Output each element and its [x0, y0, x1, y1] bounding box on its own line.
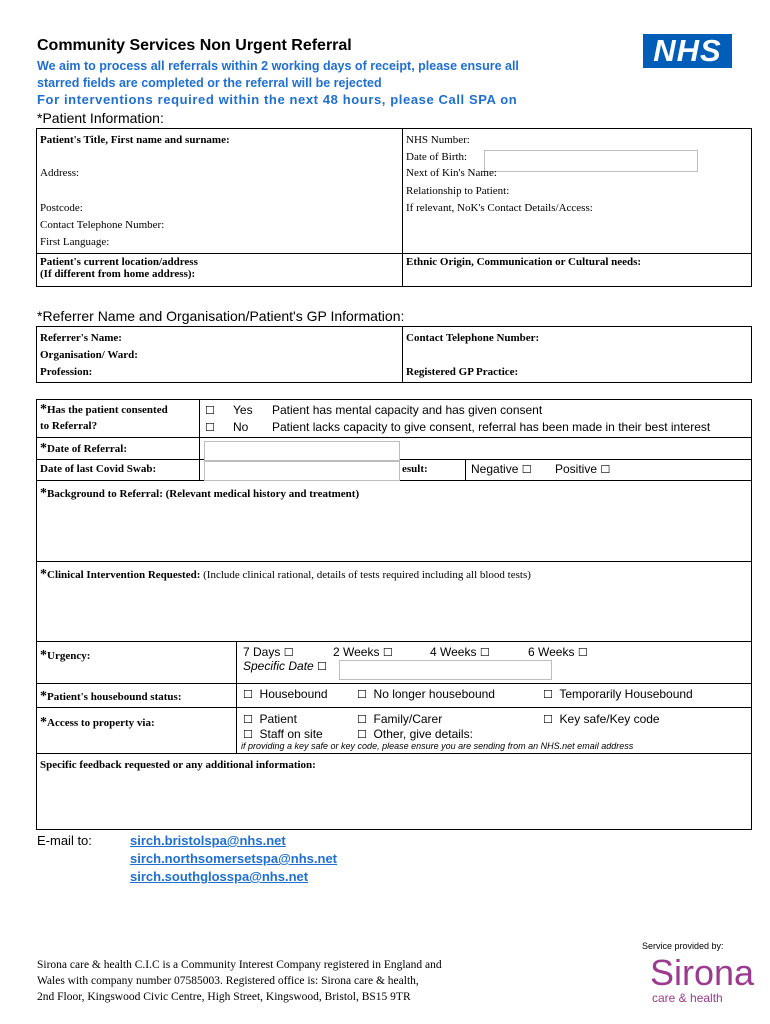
consent-label: *Has the patient consented to Referral?	[40, 402, 168, 432]
sirona-logo-name: Sirona	[650, 952, 755, 993]
patient-section-heading: *Patient Information:	[37, 110, 164, 126]
processing-note-line2: starred fields are completed or the referral will be rejected	[37, 76, 382, 90]
consent-no-option[interactable]	[205, 420, 215, 434]
checkbox-icon: ☐	[357, 713, 367, 726]
processing-note	[37, 58, 597, 92]
urgency-2-weeks-option[interactable]: 2 Weeks ☐	[333, 645, 393, 659]
consent-yes-option[interactable]	[205, 403, 215, 417]
checkbox-icon: ☐	[357, 688, 367, 701]
access-staff-option[interactable]: ☐ Staff on site	[243, 727, 323, 741]
covid-swab-label: Date of last Covid Swab:	[40, 463, 157, 475]
nhs-logo: NHS	[643, 34, 732, 68]
checkbox-icon: ☐	[205, 404, 215, 417]
ethnic-origin-label: Ethnic Origin, Communication or Cultural needs:	[406, 256, 642, 268]
consent-yes-description: Patient has mental capacity and has given consent	[272, 403, 543, 417]
current-location-label: Patient's current location/address (If different from home address):	[40, 256, 198, 280]
phone-label: Contact Telephone Number:	[40, 219, 165, 231]
relationship-label: Relationship to Patient:	[406, 185, 510, 197]
referrer-phone-label: Contact Telephone Number:	[406, 332, 540, 344]
required-star: *	[37, 308, 43, 324]
checkbox-icon: ☐	[243, 728, 253, 741]
access-keysafe-option[interactable]: ☐ Key safe/Key code	[543, 712, 660, 726]
service-provided-label: Service provided by:	[642, 941, 724, 951]
email-link-bristol[interactable]: sirch.bristolspa@nhs.net	[130, 833, 286, 848]
consent-yes-label: Yes	[233, 403, 253, 417]
profession-label: Profession:	[40, 366, 93, 378]
processing-note-line1: We aim to process all referrals within 2 working days of receipt, please ensure all	[37, 59, 519, 73]
urgency-7-days-option[interactable]: 7 Days ☐	[243, 645, 294, 659]
address-label: Address:	[40, 167, 80, 179]
background-label: *Background to Referral: (Relevant medical history and treatment)	[40, 486, 360, 501]
housebound-option[interactable]: ☐ Housebound	[243, 687, 328, 701]
no-longer-housebound-option[interactable]: ☐ No longer housebound	[357, 687, 495, 701]
urgency-4-weeks-option[interactable]: 4 Weeks ☐	[430, 645, 490, 659]
required-star: *	[37, 110, 43, 126]
checkbox-icon: ☐	[577, 646, 588, 659]
temporarily-housebound-option[interactable]: ☐ Temporarily Housebound	[543, 687, 693, 701]
nok-contact-label: If relevant, NoK's Contact Details/Access:	[406, 202, 593, 214]
dob-label: Date of Birth:	[406, 151, 468, 163]
nok-name-label: Next of Kin's Name:	[406, 167, 497, 179]
footer-registration: Sirona care & health C.I.C is a Community Interest Company registered in England and Wales with company number 07585003. Registered office is: Sirona care & health, 2nd Floor, Kingswood Civic Centre, High Street, Kingswood, Bristol, BS15 9TR	[37, 959, 442, 1003]
checkbox-icon: ☐	[317, 660, 327, 673]
covid-negative-option[interactable]: Negative ☐	[471, 462, 532, 476]
referral-date-label: *Date of Referral:	[40, 441, 128, 456]
covid-result-label: esult:	[402, 463, 428, 475]
checkbox-icon: ☐	[283, 646, 294, 659]
specific-date-input[interactable]	[339, 660, 552, 680]
page-title: Community Services Non Urgent Referral	[37, 37, 352, 54]
sirona-logo	[650, 952, 755, 1005]
checkbox-icon: ☐	[600, 463, 611, 476]
covid-positive-option[interactable]: Positive ☐	[555, 462, 611, 476]
referral-date-input[interactable]	[204, 441, 400, 461]
call-spa-note: For interventions required within the next 48 hours, please Call SPA on	[37, 92, 518, 107]
checkbox-icon: ☐	[479, 646, 490, 659]
checkbox-icon: ☐	[243, 688, 253, 701]
email-link-north-somerset[interactable]: sirch.northsomersetspa@nhs.net	[130, 851, 338, 866]
access-label: *Access to property via:	[40, 715, 155, 730]
checkbox-icon: ☐	[357, 728, 367, 741]
housebound-label: *Patient's housebound status:	[40, 689, 182, 704]
clinical-intervention-label: *Clinical Intervention Requested: (Include clinical rational, details of tests required including all blood tests)	[40, 567, 531, 582]
consent-no-description: Patient lacks capacity to give consent, referral has been made in their best interest	[272, 420, 711, 434]
urgency-label: *Urgency:	[40, 648, 91, 663]
access-other-option[interactable]: ☐ Other, give details:	[357, 727, 473, 741]
checkbox-icon: ☐	[243, 713, 253, 726]
email-label: E-mail to:	[37, 833, 92, 848]
urgency-specific-date-option[interactable]: Specific Date ☐	[243, 659, 327, 673]
urgency-6-weeks-option[interactable]: 6 Weeks ☐	[528, 645, 588, 659]
consent-no-label: No	[233, 420, 249, 434]
checkbox-icon: ☐	[543, 713, 553, 726]
access-family-option[interactable]: ☐ Family/Carer	[357, 712, 443, 726]
organisation-label: Organisation/ Ward:	[40, 349, 138, 361]
referrer-section-heading: *Referrer Name and Organisation/Patient's GP Information:	[37, 308, 405, 324]
dob-input[interactable]	[484, 150, 698, 172]
nhs-number-label: NHS Number:	[406, 134, 470, 146]
checkbox-icon: ☐	[521, 463, 532, 476]
access-patient-option[interactable]: ☐ Patient	[243, 712, 297, 726]
language-label: First Language:	[40, 236, 110, 248]
patient-name-label: Patient's Title, First name and surname:	[40, 134, 230, 146]
checkbox-icon: ☐	[543, 688, 553, 701]
referrer-name-label: Referrer's Name:	[40, 332, 122, 344]
referrer-table	[36, 326, 752, 383]
covid-swab-input[interactable]	[204, 461, 400, 481]
postcode-label: Postcode:	[40, 202, 83, 214]
checkbox-icon: ☐	[205, 421, 215, 434]
email-link-south-glos[interactable]: sirch.southglosspa@nhs.net	[130, 869, 309, 884]
gp-practice-label: Registered GP Practice:	[406, 366, 519, 378]
keysafe-email-note: if providing a key safe or key code, please ensure you are sending from an NHS.net email address	[241, 741, 634, 751]
feedback-label: Specific feedback requested or any additional information:	[40, 759, 316, 771]
sirona-logo-sub: care & health	[652, 991, 723, 1005]
checkbox-icon: ☐	[382, 646, 393, 659]
